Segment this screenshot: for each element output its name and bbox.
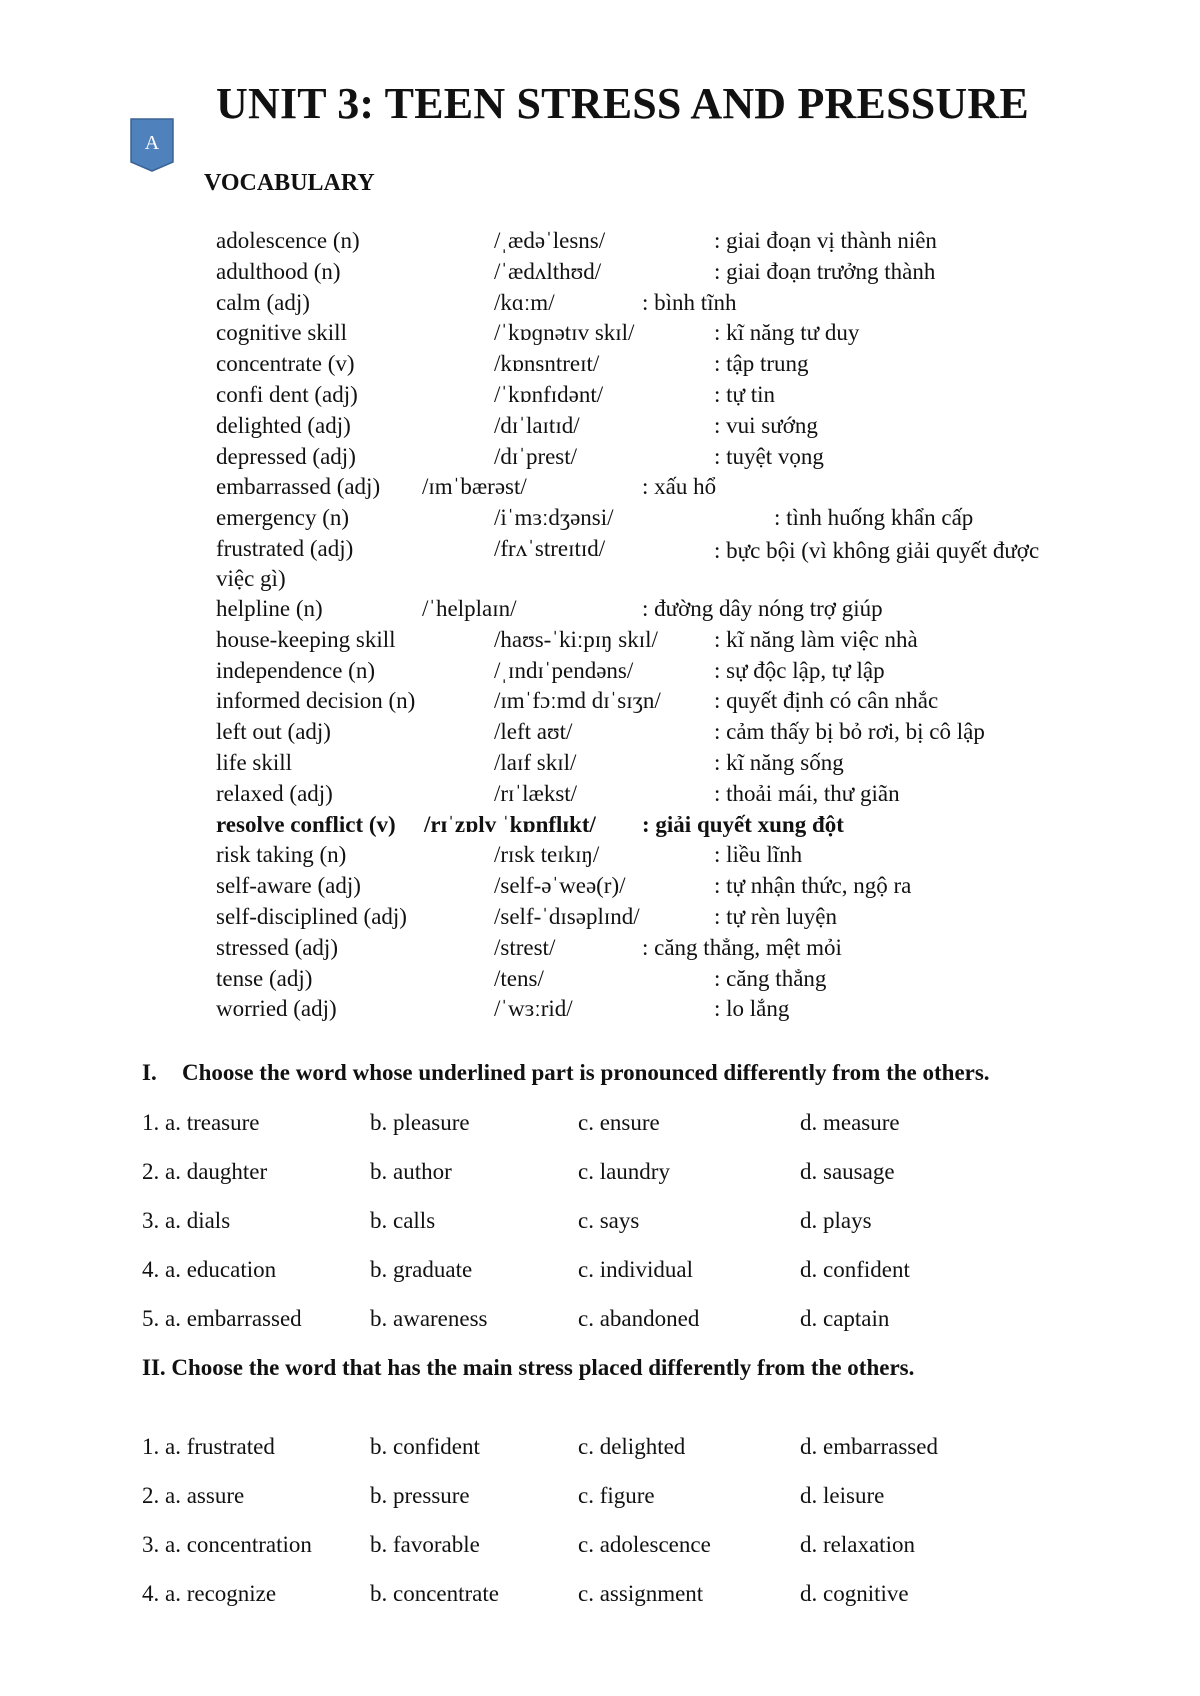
option-b: b. concentrate <box>370 1581 499 1606</box>
option-c: c. laundry <box>578 1159 670 1184</box>
option-b: b. pleasure <box>370 1110 470 1135</box>
option-a: 2. a. daughter <box>142 1159 268 1184</box>
vocab-phonetic: /rɪˈlækst/ <box>494 780 578 806</box>
vocab-row <box>216 474 1126 505</box>
option-c: c. assignment <box>578 1581 704 1606</box>
vocab-meaning: : xấu hổ <box>642 474 717 500</box>
vocab-meaning: : tự rèn luyện <box>714 903 837 929</box>
vocab-meaning: : tình huống khẩn cấp <box>774 505 974 531</box>
vocab-row <box>216 658 1126 689</box>
option-a: 1. a. treasure <box>142 1110 260 1135</box>
vocab-row <box>216 536 1126 596</box>
vocab-meaning: : đường dây nóng trợ giúp <box>642 595 883 621</box>
option-b: b. pressure <box>370 1483 470 1508</box>
vocab-word: depressed (adj) <box>216 443 356 469</box>
vocab-phonetic: /ˌɪndɪˈpendəns/ <box>494 657 634 683</box>
vocab-meaning: : quyết định có cân nhắc <box>714 688 939 714</box>
vocab-word: house-keeping skill <box>216 626 396 652</box>
option-d: d. confident <box>800 1257 910 1282</box>
vocab-meaning: : giải quyết xung đột <box>642 811 844 837</box>
vocab-row <box>216 627 1126 658</box>
vocab-row <box>216 444 1126 475</box>
vocab-meaning: : bực bội (vì không giải quyết được <box>714 537 1040 563</box>
vocab-phonetic: /laɪf skɪl/ <box>494 749 577 775</box>
vocab-phonetic: /tens/ <box>494 965 544 991</box>
exercise-1-heading <box>142 1060 990 1086</box>
vocab-row <box>216 812 1126 843</box>
option-d: d. sausage <box>800 1159 895 1184</box>
option-a: 4. a. recognize <box>142 1581 277 1606</box>
vocab-meaning: : liều lĩnh <box>714 842 803 868</box>
vocab-word: independence (n) <box>216 657 376 683</box>
vocab-meaning: : thoải mái, thư giãn <box>714 780 900 806</box>
option-a: 3. a. dials <box>142 1208 231 1233</box>
vocab-row <box>216 505 1126 536</box>
option-c: c. adolescence <box>578 1532 711 1557</box>
badge-letter: A <box>144 132 160 154</box>
vocab-phonetic: /left aʊt/ <box>494 719 573 745</box>
vocab-word: self-disciplined (adj) <box>216 903 407 929</box>
vocabulary-heading: VOCABULARY <box>204 170 375 196</box>
vocab-meaning: : kĩ năng tư duy <box>714 320 860 346</box>
option-d: d. measure <box>800 1110 900 1135</box>
vocab-phonetic: /ˈkɒnfɪdənt/ <box>494 381 604 407</box>
option-c: c. ensure <box>578 1110 660 1135</box>
vocab-meaning: : tự nhận thức, ngộ ra <box>714 873 912 899</box>
vocab-meaning: : tuyệt vọng <box>714 443 824 469</box>
vocab-row <box>216 935 1126 966</box>
vocab-phonetic: /kɑːm/ <box>494 289 555 315</box>
option-a: 3. a. concentration <box>142 1532 312 1557</box>
vocab-word: cognitive skill <box>216 320 347 346</box>
vocab-row <box>216 873 1126 904</box>
option-a: 1. a. frustrated <box>142 1434 275 1459</box>
option-c: c. says <box>578 1208 640 1233</box>
vocab-meaning: : lo lắng <box>714 996 790 1022</box>
vocab-phonetic: /strest/ <box>494 934 556 960</box>
vocab-word: concentrate (v) <box>216 351 355 377</box>
option-d: d. embarrassed <box>800 1434 938 1459</box>
vocab-phonetic: /rɪˈzɒlv ˈkɒnflɪkt/ <box>424 811 596 837</box>
vocab-meaning: : cảm thấy bị bỏ rơi, bị cô lập <box>714 719 985 745</box>
vocab-row <box>216 781 1126 812</box>
exercise-1-number: I. <box>142 1060 157 1085</box>
vocab-meaning: : căng thẳng <box>714 965 827 991</box>
vocab-row <box>216 750 1126 781</box>
exercise-1-instruction: Choose the word whose underlined part is pronounced differently from the others. <box>182 1060 990 1085</box>
option-c: c. individual <box>578 1257 693 1282</box>
section-badge <box>130 118 174 172</box>
vocab-word: resolve conflict (v) <box>216 811 396 837</box>
option-b: b. confident <box>370 1434 480 1459</box>
vocab-meaning: : tự tin <box>714 381 776 407</box>
vocab-phonetic: /ɪmˈfɔːmd dɪˈsɪʒn/ <box>494 688 661 714</box>
vocab-phonetic: /iˈmɜːdʒənsi/ <box>494 505 614 531</box>
vocab-meaning: : bình tĩnh <box>642 289 737 315</box>
vocab-meaning: : tập trung <box>714 351 809 377</box>
option-b: b. author <box>370 1159 452 1184</box>
vocab-phonetic: /rɪsk teɪkɪŋ/ <box>494 842 600 868</box>
option-b: b. graduate <box>370 1257 473 1282</box>
option-c: c. delighted <box>578 1434 686 1459</box>
vocab-word: adulthood (n) <box>216 258 341 284</box>
page-title: UNIT 3: TEEN STRESS AND PRESSURE <box>216 79 1029 128</box>
vocab-phonetic: /ˈkɒɡnətɪv skɪl/ <box>494 320 635 346</box>
option-a: 5. a. embarrassed <box>142 1306 302 1331</box>
vocab-phonetic: /self-əˈweə(r)/ <box>494 873 626 899</box>
vocab-meaning: : sự độc lập, tự lập <box>714 657 885 683</box>
vocab-row <box>216 596 1126 627</box>
vocab-phonetic: /dɪˈprest/ <box>494 443 578 469</box>
vocab-word: delighted (adj) <box>216 412 351 438</box>
vocab-meaning: : kĩ năng sống <box>714 749 844 775</box>
vocab-word: embarrassed (adj) <box>216 474 381 500</box>
vocab-word: frustrated (adj) <box>216 535 354 561</box>
vocab-word: adolescence (n) <box>216 228 360 253</box>
vocab-row <box>216 320 1126 351</box>
vocab-meaning: : căng thẳng, mệt mỏi <box>642 934 842 960</box>
vocab-row <box>216 966 1126 997</box>
vocab-phonetic: /dɪˈlaɪtɪd/ <box>494 412 580 438</box>
vocab-phonetic: /ˈhelplaɪn/ <box>422 595 517 621</box>
option-d: d. leisure <box>800 1483 885 1508</box>
vocab-meaning: : giai đoạn vị thành niên <box>714 228 937 253</box>
vocab-word: confi dent (adj) <box>216 381 358 407</box>
option-d: d. plays <box>800 1208 872 1233</box>
option-c: c. figure <box>578 1483 655 1508</box>
vocab-row <box>216 290 1126 321</box>
vocab-word: self-aware (adj) <box>216 873 361 899</box>
vocab-phonetic: /ˈwɜːrid/ <box>494 996 573 1022</box>
vocab-meaning: : vui sướng <box>714 412 818 438</box>
vocab-row <box>216 382 1126 413</box>
vocab-row <box>216 996 1126 1027</box>
vocab-row <box>216 351 1126 382</box>
option-d: d. cognitive <box>800 1581 909 1606</box>
option-b: b. awareness <box>370 1306 488 1331</box>
vocab-row <box>216 719 1126 750</box>
vocab-word: emergency (n) <box>216 505 350 531</box>
vocab-phonetic: /haʊs-ˈkiːpɪŋ skɪl/ <box>494 626 658 652</box>
vocab-phonetic: /ɪmˈbærəst/ <box>422 474 527 500</box>
exercise-2-heading: II. Choose the word that has the main stress placed differently from the others. <box>142 1355 915 1380</box>
vocab-row <box>216 259 1126 290</box>
vocab-phonetic: /kɒnsntreɪt/ <box>494 351 600 377</box>
vocab-word: calm (adj) <box>216 289 310 315</box>
vocab-word: relaxed (adj) <box>216 780 333 806</box>
vocab-word: helpline (n) <box>216 595 323 621</box>
vocab-word: worried (adj) <box>216 996 337 1022</box>
vocab-meaning-continuation: việc gì) <box>216 565 286 591</box>
vocab-row <box>216 228 1126 259</box>
vocab-phonetic: /ˈædʌlthʊd/ <box>494 258 602 284</box>
vocab-row <box>216 904 1126 935</box>
vocab-phonetic: /frʌˈstreɪtɪd/ <box>494 535 606 561</box>
vocab-word: left out (adj) <box>216 719 331 745</box>
vocab-meaning: : kĩ năng làm việc nhà <box>714 626 918 652</box>
vocab-phonetic: /self-ˈdɪsəplɪnd/ <box>494 903 640 929</box>
vocab-word: stressed (adj) <box>216 934 338 960</box>
vocab-word: life skill <box>216 749 293 775</box>
vocab-meaning: : giai đoạn trưởng thành <box>714 258 936 284</box>
option-b: b. calls <box>370 1208 436 1233</box>
option-d: d. captain <box>800 1306 890 1331</box>
vocabulary-list <box>216 228 1126 1027</box>
vocab-word: risk taking (n) <box>216 842 347 868</box>
option-a: 2. a. assure <box>142 1483 245 1508</box>
option-a: 4. a. education <box>142 1257 277 1282</box>
option-c: c. abandoned <box>578 1306 700 1331</box>
vocab-word: informed decision (n) <box>216 688 416 714</box>
option-d: d. relaxation <box>800 1532 915 1557</box>
vocab-phonetic: /ˌædəˈlesns/ <box>494 228 606 253</box>
vocab-row <box>216 688 1126 719</box>
vocab-word: tense (adj) <box>216 965 313 991</box>
vocab-row <box>216 842 1126 873</box>
vocab-row <box>216 413 1126 444</box>
option-b: b. favorable <box>370 1532 480 1557</box>
